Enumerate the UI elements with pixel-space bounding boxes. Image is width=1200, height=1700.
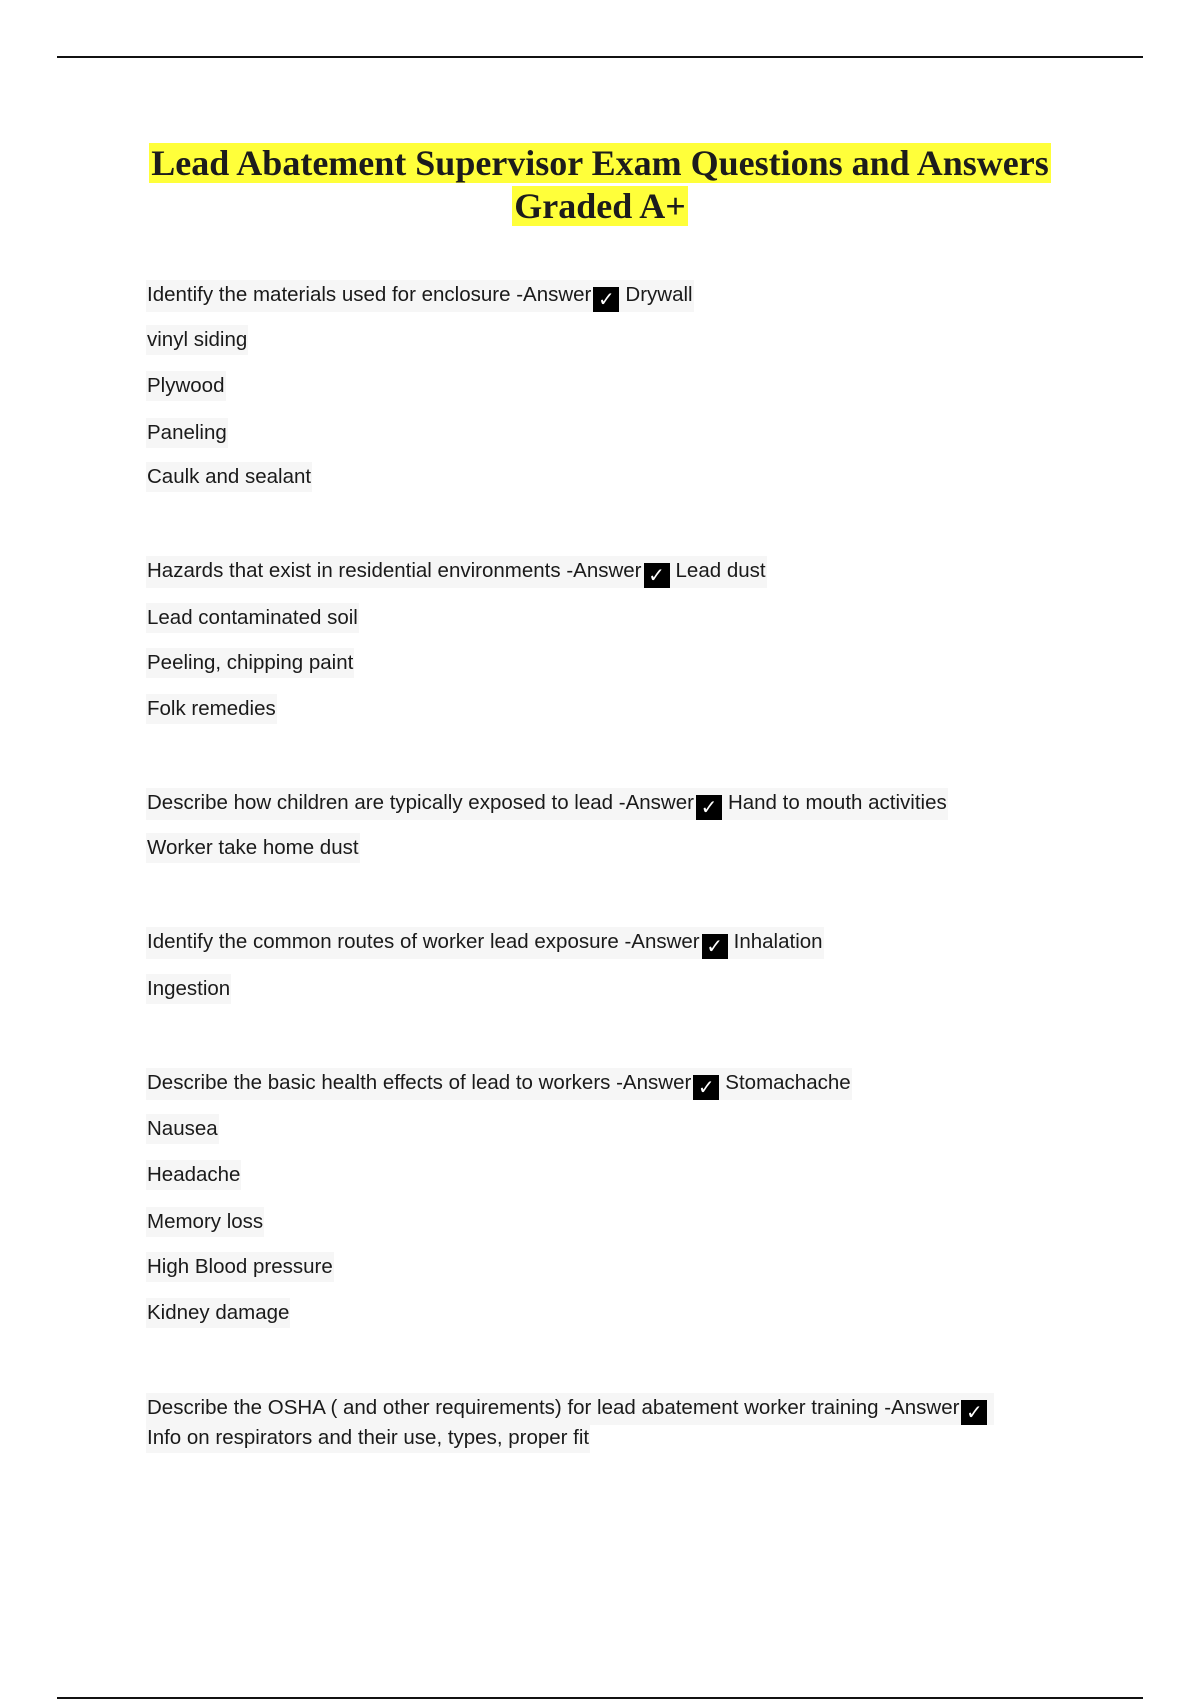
question-line-3 [146, 788, 948, 820]
question-text: Hazards that exist in residential environments [147, 559, 561, 582]
question-text: Describe how children are typically exposed to lead [147, 791, 614, 814]
bottom-rule [57, 1697, 1143, 1699]
answer-marker: -Answer [566, 559, 642, 582]
answer-marker: -Answer [884, 1396, 960, 1419]
top-rule [57, 56, 1143, 58]
checkmark-icon: ✓ [693, 1075, 719, 1100]
checkmark-icon: ✓ [644, 563, 670, 588]
title-line-2: Graded A+ [514, 186, 686, 226]
answer-marker: -Answer [516, 283, 592, 306]
checkmark-icon: ✓ [593, 287, 619, 312]
answer-marker: -Answer [618, 791, 694, 814]
question-text: Identify the common routes of worker lead exposure [147, 930, 619, 953]
answer-line: High Blood pressure [146, 1252, 334, 1282]
answer-text: Lead dust [675, 559, 766, 582]
answer-line: Lead contaminated soil [146, 603, 359, 633]
checkmark-icon: ✓ [961, 1400, 987, 1425]
question-text: Identify the materials used for enclosure [147, 283, 511, 306]
question-line-2 [146, 556, 767, 588]
answer-marker: -Answer [624, 930, 700, 953]
question-line-1 [146, 280, 694, 312]
answer-line: Ingestion [146, 974, 231, 1004]
answer-line: Info on respirators and their use, types, proper fit [146, 1423, 590, 1453]
document-title [0, 142, 1200, 228]
answer-text: Inhalation [733, 930, 823, 953]
title-line-1: Lead Abatement Supervisor Exam Questions and Answers [151, 143, 1049, 183]
answer-line: Kidney damage [146, 1298, 290, 1328]
answer-text: Hand to mouth activities [727, 791, 947, 814]
answer-line: Caulk and sealant [146, 462, 312, 492]
answer-line: Folk remedies [146, 694, 277, 724]
answer-line: Peeling, chipping paint [146, 648, 354, 678]
answer-line: Worker take home dust [146, 833, 360, 863]
answer-marker: -Answer [616, 1071, 692, 1094]
question-text: Describe the OSHA ( and other requirements) for lead abatement worker training [147, 1396, 879, 1419]
question-line-6 [146, 1393, 994, 1425]
answer-line: Paneling [146, 418, 228, 448]
question-text: Describe the basic health effects of lead to workers [147, 1071, 611, 1094]
answer-line: Nausea [146, 1114, 219, 1144]
checkmark-icon: ✓ [702, 934, 728, 959]
answer-text: Stomachache [725, 1071, 851, 1094]
answer-line: Memory loss [146, 1207, 264, 1237]
answer-line: Headache [146, 1160, 241, 1190]
question-line-5 [146, 1068, 852, 1100]
answer-line: Plywood [146, 371, 226, 401]
answer-line: vinyl siding [146, 325, 248, 355]
question-line-4 [146, 927, 824, 959]
checkmark-icon: ✓ [696, 795, 722, 820]
answer-text: Drywall [625, 283, 693, 306]
